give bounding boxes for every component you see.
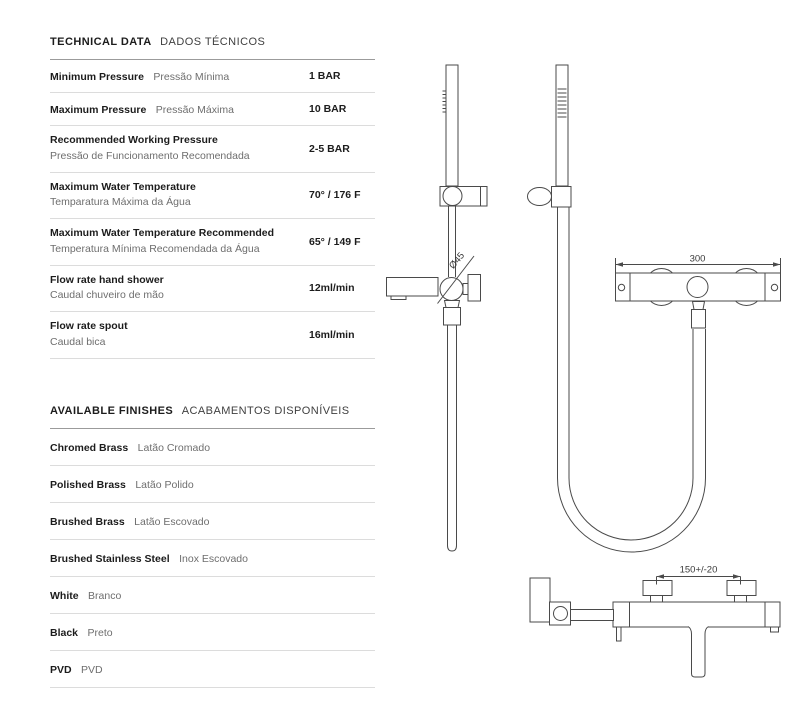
spec-value: 16ml/min (309, 328, 355, 341)
spec-label-en: Maximum Pressure (50, 104, 147, 116)
bath-spout (688, 627, 709, 678)
hose-nut-taper (445, 301, 460, 308)
bar-mixer-top-view-drawing (616, 254, 781, 329)
spec-label-pt: Pressão de Funcionamento Recomendada (50, 149, 250, 162)
finish-label-pt: Branco (88, 589, 122, 602)
hand-shower-wand-side (446, 65, 458, 186)
finish-label-en: Black (50, 626, 79, 639)
spec-label-en: Recommended Working Pressure (50, 134, 218, 146)
left-inlet-flange (643, 581, 672, 596)
outlet-nut-taper (693, 302, 705, 310)
spray-nozzle-dashes (443, 91, 447, 112)
spec-label-pt: Pressão Máxima (155, 104, 234, 116)
spec-value: 2-5 BAR (309, 142, 350, 155)
finish-label-en: Brushed Brass (50, 515, 125, 528)
finish-label-pt: Latão Cromado (137, 441, 211, 454)
spec-label-en: Flow rate spout (50, 320, 128, 332)
spec-label-pt: Temperatura Mínima Recomendada da Água (50, 242, 260, 255)
right-inlet-neck (735, 596, 747, 603)
spec-value: 65° / 149 F (309, 235, 361, 248)
holder-knob-front (528, 188, 552, 206)
spec-value: 1 BAR (309, 70, 341, 82)
outlet-nub (771, 627, 779, 632)
dim-arrow-right (733, 574, 741, 578)
holder-socket-circle (554, 607, 568, 621)
spec-label-en: Flow rate hand shower (50, 273, 164, 286)
spec-label-pt: Caudal chuveiro de mão (50, 289, 164, 302)
finish-label-en: White (50, 589, 79, 602)
bar-width-label: 300 (689, 253, 706, 265)
finish-label-pt: Inox Escovado (179, 552, 248, 565)
hand-shower-in-holder (530, 578, 550, 622)
finish-label-en: Polished Brass (50, 478, 126, 491)
dim-arrow-right (773, 262, 781, 266)
inlet-distance-label: 150+/-20 (679, 564, 718, 576)
diverter-lever (617, 627, 622, 641)
spec-value: 10 BAR (309, 103, 347, 115)
hose-outlet-circle (687, 277, 708, 298)
finish-label-pt: Latão Escovado (134, 515, 210, 528)
finishes-title-en: AVAILABLE FINISHES (50, 404, 174, 417)
spout-aerator (391, 296, 406, 300)
spec-label-en: Minimum Pressure (50, 71, 144, 83)
dim-arrow-left (657, 574, 665, 578)
finish-label-pt: Latão Polido (135, 478, 194, 491)
technical-data-title-pt: DADOS TÉCNICOS (160, 36, 266, 48)
hand-shower-wand-front (556, 65, 568, 186)
holder-arm (571, 610, 614, 621)
dim-arrow-left (616, 262, 624, 266)
finishes-title-pt: ACABAMENTOS DISPONÍVEIS (181, 404, 350, 417)
technical-data-title-en: TECHNICAL DATA (50, 36, 152, 48)
spec-label-en: Maximum Water Temperature (50, 180, 196, 193)
finish-label-en: PVD (50, 663, 72, 676)
knob-stem (463, 284, 468, 295)
side-view-drawing (387, 65, 488, 551)
valve-body-circle (440, 278, 463, 301)
spec-label-en: Maximum Water Temperature Recommended (50, 227, 275, 239)
hose-nut (444, 308, 461, 326)
left-inlet-neck (651, 596, 663, 603)
right-inlet-flange (727, 581, 756, 596)
spec-label-pt: Caudal bica (50, 335, 106, 348)
mixer-bar-front (613, 602, 780, 627)
finish-label-en: Chromed Brass (50, 441, 129, 454)
hand-shower-front-drawing (528, 65, 706, 552)
spout-side (387, 278, 439, 297)
hanging-hose-side (448, 325, 457, 551)
shower-hose-inner (569, 207, 693, 540)
spec-value: 70° / 176 F (309, 189, 361, 202)
finish-label-en: Brushed Stainless Steel (50, 552, 170, 565)
control-knob (468, 275, 481, 302)
spec-value: 12ml/min (309, 282, 355, 295)
outlet-nut (692, 310, 706, 329)
finish-label-pt: Preto (87, 626, 113, 639)
spec-label-pt: Pressão Mínima (153, 71, 230, 83)
diameter-label: Ø45 (447, 250, 468, 272)
holder-bracket-front (552, 187, 572, 208)
shower-hose-outer (558, 207, 706, 552)
spec-label-pt: Temparatura Máxima da Água (50, 196, 191, 209)
finish-label-pt: PVD (81, 663, 103, 676)
holder-knob (443, 187, 462, 206)
installation-view-drawing (530, 565, 780, 678)
